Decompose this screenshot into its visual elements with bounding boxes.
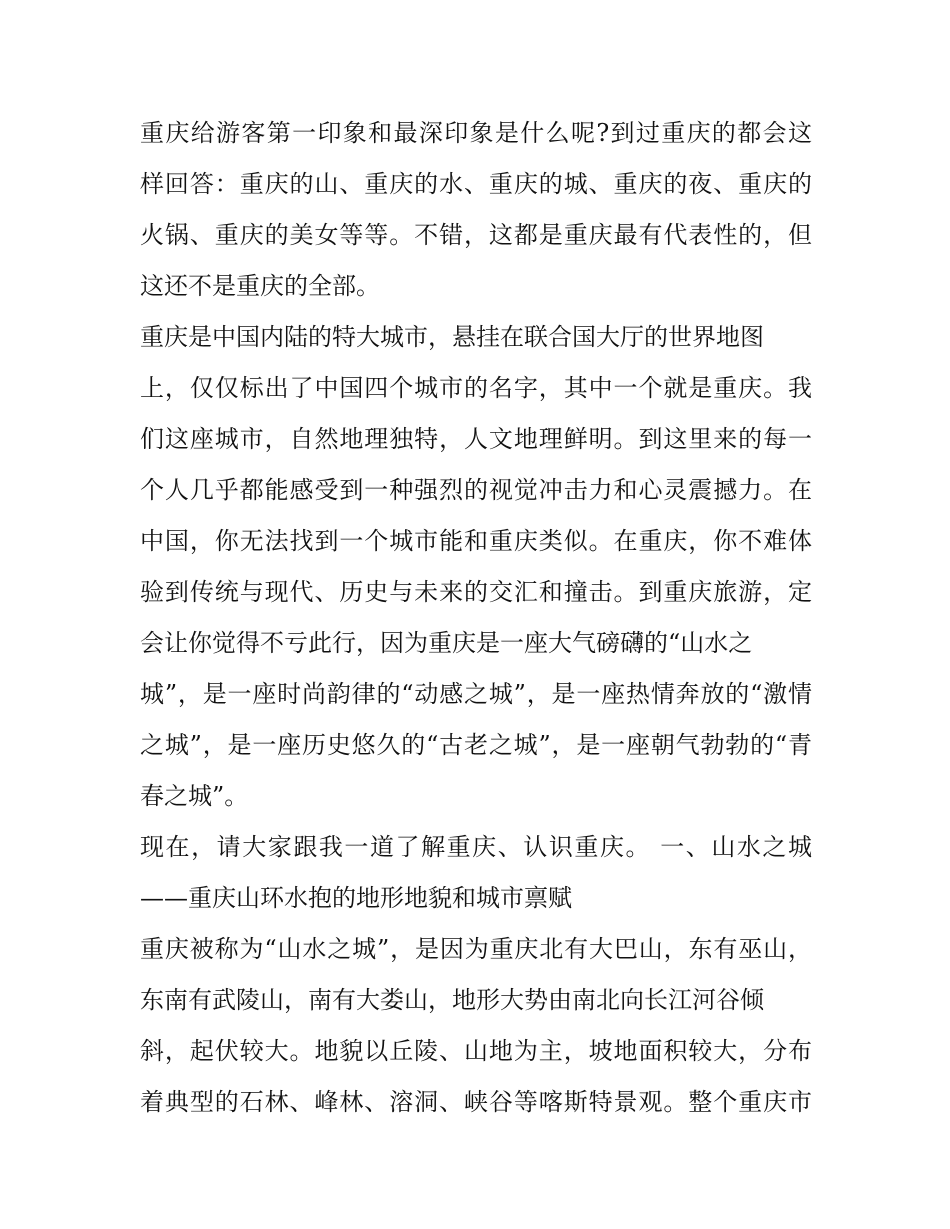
text-line: 斜，起伏较大。地貌以丘陵、山地为主，坡地面积较大，分布 bbox=[140, 1037, 812, 1065]
text-line: ——重庆山环水抱的地形地貌和城市禀赋 bbox=[140, 884, 572, 912]
text-line: 春之城”。 bbox=[140, 782, 249, 810]
text-line: 会让你觉得不亏此行，因为重庆是一座大气磅礴的“山水之 bbox=[140, 629, 753, 657]
text-line: 重庆被称为“山水之城”，是因为重庆北有大巴山，东有巫山， bbox=[140, 935, 812, 963]
text-line: 这还不是重庆的全部。 bbox=[140, 272, 380, 300]
text-line: 火锅、重庆的美女等等。不错，这都是重庆最有代表性的，但 bbox=[140, 221, 812, 249]
text-line: 现在，请大家跟我一道了解重庆、认识重庆。 一、山水之城 bbox=[140, 833, 812, 861]
text-line: 城”，是一座时尚韵律的“动感之城”，是一座热情奔放的“激情 bbox=[140, 680, 812, 708]
document-body bbox=[140, 108, 812, 1128]
text-line: 验到传统与现代、历史与未来的交汇和撞击。到重庆旅游，定 bbox=[140, 578, 812, 606]
text-line: 们这座城市，自然地理独特，人文地理鲜明。到这里来的每一 bbox=[140, 425, 812, 453]
text-line: 东南有武陵山，南有大娄山，地形大势由南北向长江河谷倾 bbox=[140, 986, 764, 1014]
text-line: 上，仅仅标出了中国四个城市的名字，其中一个就是重庆。我 bbox=[140, 374, 812, 402]
text-line: 个人几乎都能感受到一种强烈的视觉冲击力和心灵震撼力。在 bbox=[140, 476, 812, 504]
text-line: 之城”，是一座历史悠久的“古老之城”，是一座朝气勃勃的“青 bbox=[140, 731, 812, 759]
text-line: 样回答：重庆的山、重庆的水、重庆的城、重庆的夜、重庆的 bbox=[140, 170, 812, 198]
text-line: 重庆给游客第一印象和最深印象是什么呢?到过重庆的都会这 bbox=[140, 119, 812, 147]
text-line: 着典型的石林、峰林、溶洞、峡谷等喀斯特景观。整个重庆市 bbox=[140, 1088, 812, 1116]
text-line: 中国，你无法找到一个城市能和重庆类似。在重庆，你不难体 bbox=[140, 527, 812, 555]
text-line: 重庆是中国内陆的特大城市，悬挂在联合国大厅的世界地图 bbox=[140, 323, 764, 351]
